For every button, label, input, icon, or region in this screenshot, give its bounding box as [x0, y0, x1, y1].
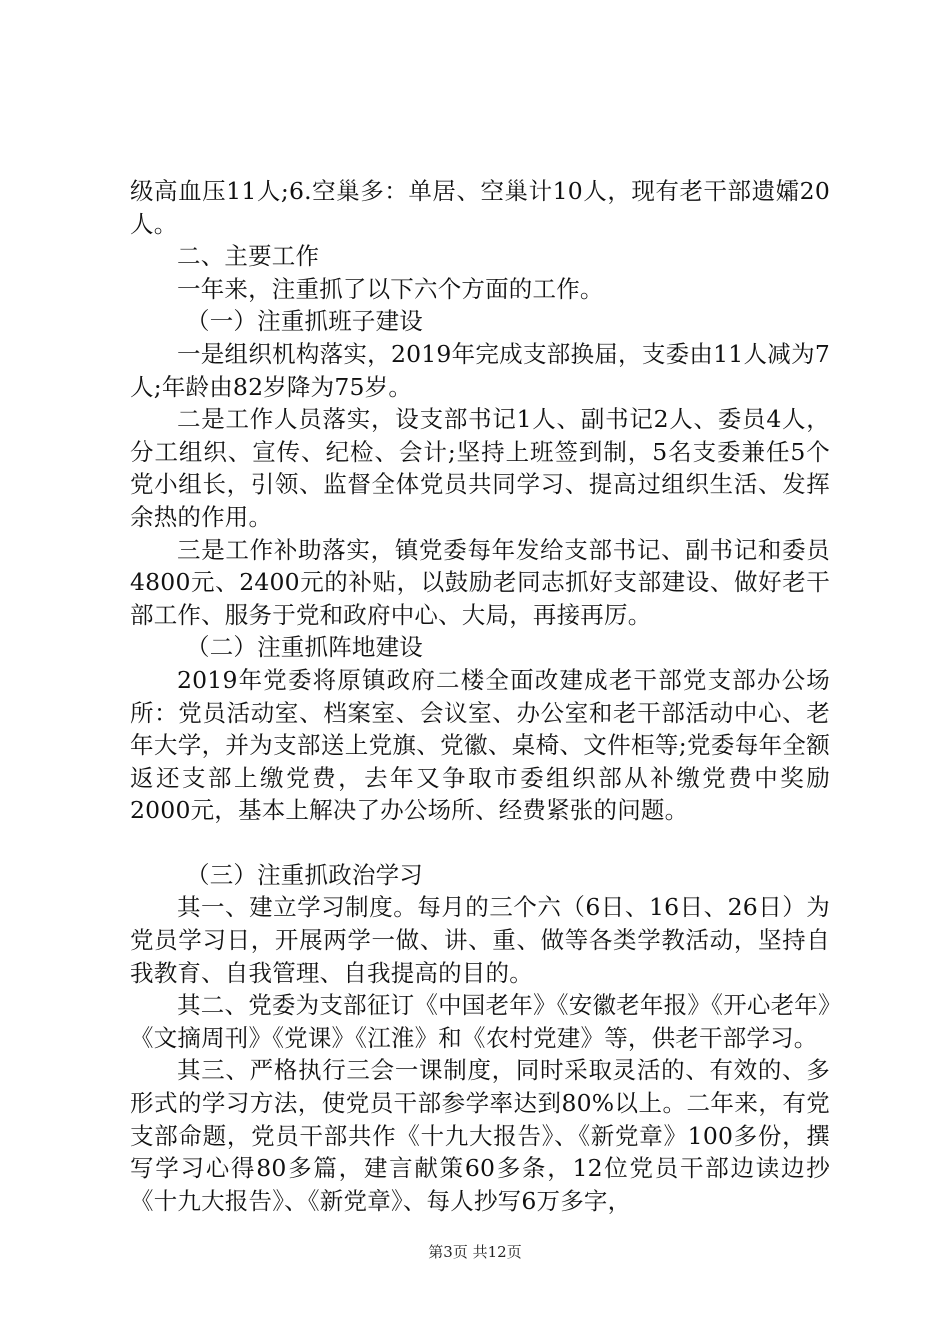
paragraph: 其一、建立学习制度。每月的三个六（6日、16日、26日）为党员学习日，开展两学一做、讲、重、做等各类学教活动，坚持自我教育、自我管理、自我提高的目的。 — [130, 893, 830, 987]
paragraph: 三是工作补助落实，镇党委每年发给支部书记、副书记和委员4800元、2400元的补贴，以鼓励老同志抓好支部建设、做好老干部工作、服务于党和政府中心、大局，再接再厉。 — [130, 535, 830, 629]
page-footer — [0, 1242, 950, 1262]
section-heading: 二、主要工作 — [177, 242, 320, 271]
subsection-heading: （三）注重抓政治学习 — [186, 860, 423, 889]
paragraph: 一年来，注重抓了以下六个方面的工作。 — [177, 274, 604, 303]
page-number-label: 第3页 共12页 — [428, 1243, 522, 1261]
paragraph-continued: 级高血压11人;6.空巢多：单居、空巢计10人，现有老干部遗孀20人。 — [130, 177, 830, 238]
paragraph: 其三、严格执行三会一课制度，同时采取灵活的、有效的、多形式的学习方法，使党员干部参学率达到80%以上。二年来，有党支部命题，党员干部共作《十九大报告》、《新党章》100多份，撰写学习心得80多篇，建言献策60多条，12位党员干部边读边抄《十九大报告》、《新党章》、每人抄写6万多字， — [130, 1056, 830, 1215]
paragraph: 2019年党委将原镇政府二楼全面改建成老干部党支部办公场所：党员活动室、档案室、会议室、办公室和老干部活动中心、老年大学，并为支部送上党旗、党徽、桌椅、文件柜等;党委每年全额返还支部上缴党费，去年又争取市委组织部从补缴党费中奖励2000元，基本上解决了办公场所、经费紧张的问题。 — [130, 665, 830, 825]
document-body — [130, 175, 830, 1217]
paragraph: 其二、党委为支部征订《中国老年》《安徽老年报》《开心老年》《文摘周刊》《党课》《江淮》和《农村党建》等，供老干部学习。 — [130, 991, 830, 1052]
subsection-heading: （二）注重抓阵地建设 — [186, 633, 423, 662]
subsection-heading: （一）注重抓班子建设 — [186, 307, 423, 336]
paragraph: 一是组织机构落实，2019年完成支部换届，支委由11人减为7人;年龄由82岁降为75岁。 — [130, 339, 830, 401]
paragraph: 二是工作人员落实，设支部书记1人、副书记2人、委员4人，分工组织、宣传、纪检、会计;坚持上班签到制，5名支委兼任5个党小组长，引领、监督全体党员共同学习、提高过组织生活、发挥余热的作用。 — [130, 405, 830, 531]
